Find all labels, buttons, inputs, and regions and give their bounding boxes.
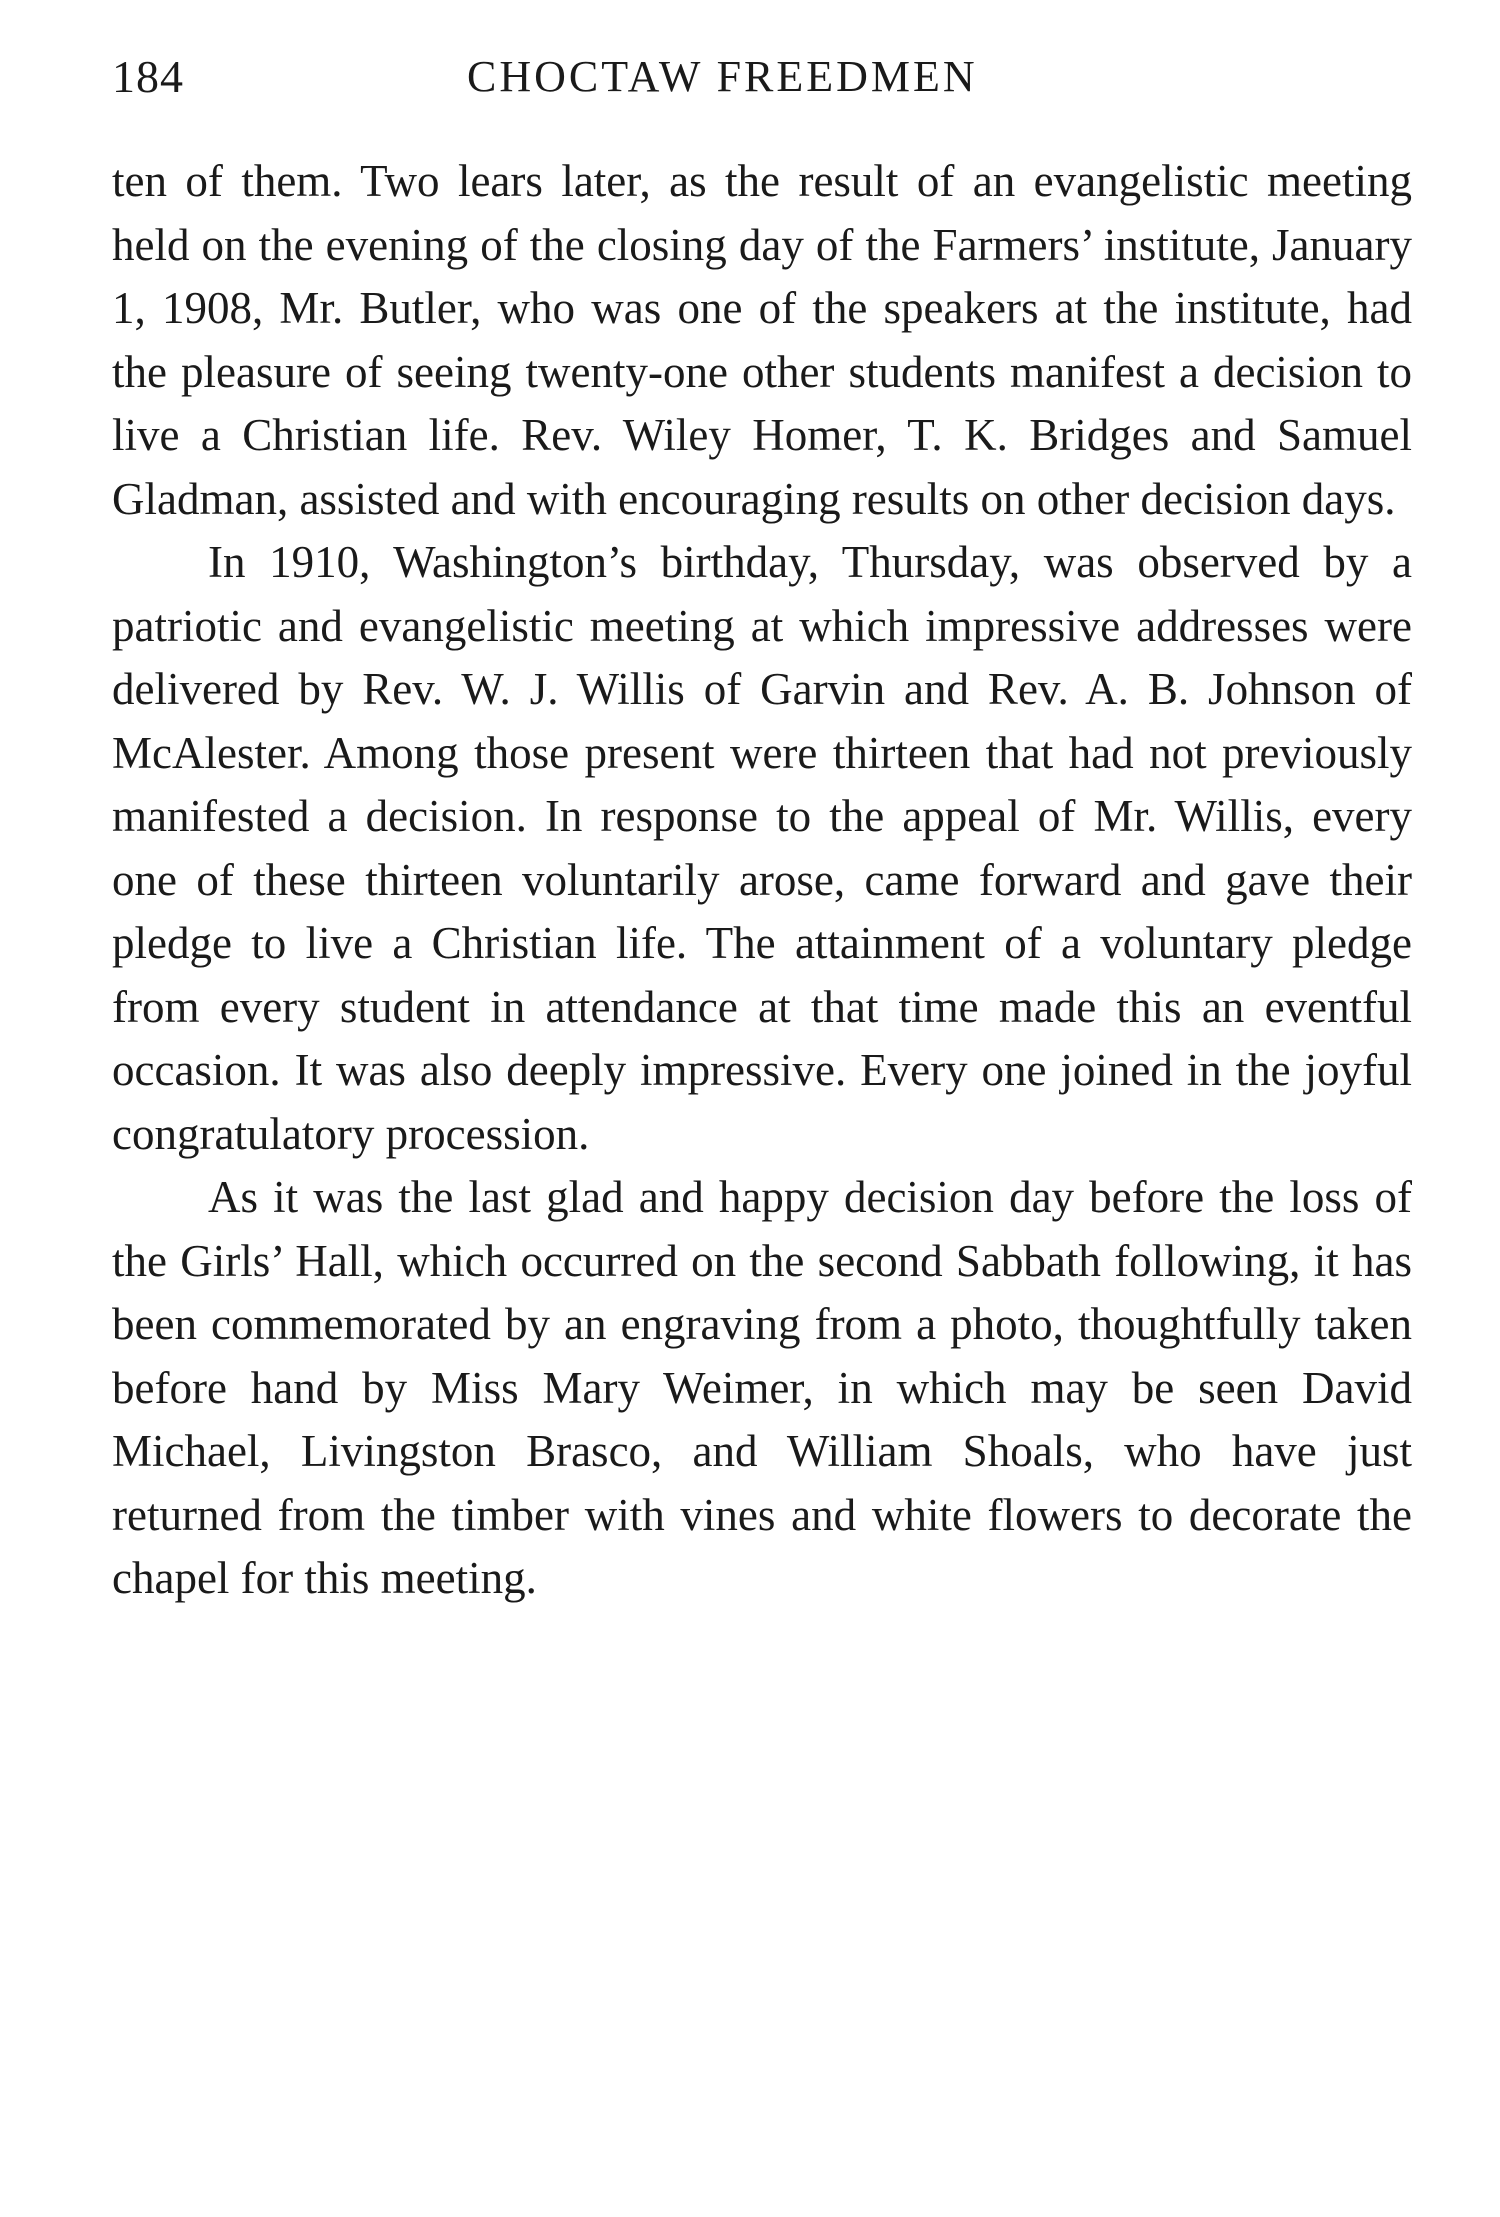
body-text: [112, 150, 1412, 1611]
paragraph-continued: ten of them. Two lears later, as the result of an evangelistic meeting held on the evening of the closing day of the Farmers’ institute, January 1, 1908, Mr. Butler, who was one of the speakers at the institute, had the pleasure of seeing twenty-one other students manifest a decision to live a Christian life. Rev. Wiley Homer, T. K. Bridges and Samuel Gladman, assisted and with encouraging results on other decision days.: [112, 156, 1412, 524]
paragraph-washington-birthday: In 1910, Washington’s birthday, Thursday, was observed by a patriotic and evangelistic meeting at which impressive addresses were delivered by Rev. W. J. Willis of Garvin and Rev. A. B. Johnson of McAlester. Among those present were thirteen that had not previously manifested a decision. In response to the appeal of Mr. Willis, every one of these thirteen voluntarily arose, came forward and gave their pledge to live a Christian life. The attainment of a voluntary pledge from every student in attendance at that time made this an eventful occasion. It was also deeply impressive. Every one joined in the joyful congratulatory procession.: [112, 537, 1412, 1159]
page-number: 184: [112, 51, 184, 102]
running-title: CHOCTAW FREEDMEN: [467, 52, 978, 101]
page-header: [112, 42, 1412, 112]
paragraph-last-decision-day: As it was the last glad and happy decision day before the loss of the Girls’ Hall, which occurred on the second Sabbath following, it has been commemorated by an engraving from a photo, thoughtfully taken before hand by Miss Mary Weimer, in which may be seen David Michael, Livingston Brasco, and William Shoals, who have just returned from the timber with vines and white flowers to decorate the chapel for this meeting.: [112, 1172, 1412, 1603]
